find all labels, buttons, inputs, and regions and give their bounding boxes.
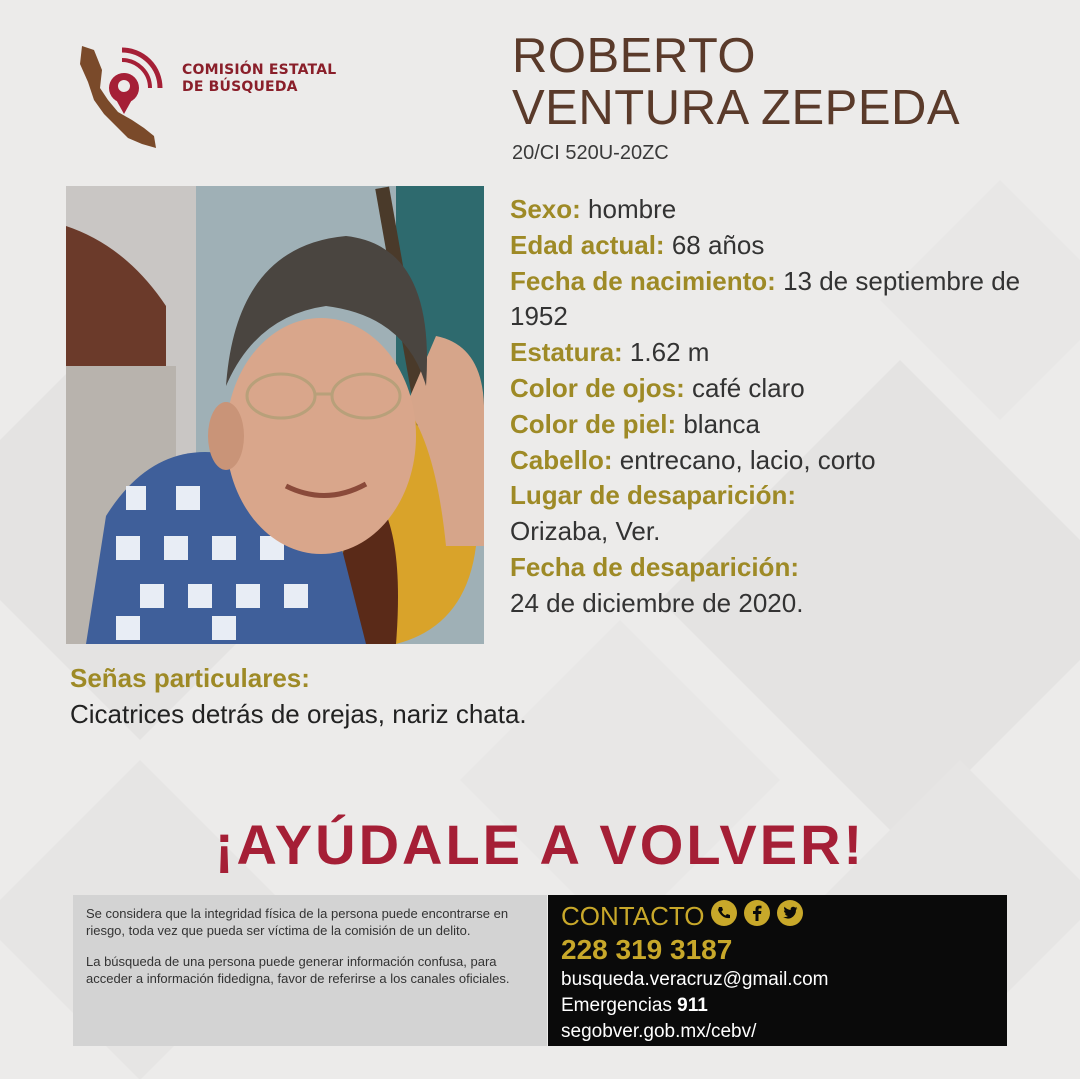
phone-icon[interactable] [711, 900, 737, 933]
emergency-label: Emergencias [561, 995, 672, 1016]
twitter-icon[interactable] [777, 900, 803, 933]
notice-paragraph-2: La búsqueda de una persona puede generar información confusa, para acceder a información fidedigna, favor de referirse a los canales oficiales. [86, 954, 510, 986]
detail-edad: Edad actual: 68 años [510, 229, 765, 260]
organization-logo [72, 40, 372, 152]
senas-label: Señas particulares: [70, 663, 310, 693]
org-name-line1: COMISIÓN ESTATAL [182, 62, 337, 78]
notice-paragraph-1: Se considera que la integridad física de la persona puede encontrarse en riesgo, toda vez que pueda ser víctima de la comisión de un delito. [86, 906, 509, 938]
contact-email[interactable]: busqueda.veracruz@gmail.com [561, 969, 829, 990]
contact-emergency [561, 993, 995, 1019]
contact-website[interactable]: segobver.gob.mx/cebv/ [561, 1021, 757, 1042]
detail-estatura: Estatura: 1.62 m [510, 337, 710, 368]
person-first-name: ROBERTO [512, 29, 757, 83]
case-id: 20/CI 520U-20ZC [512, 142, 669, 164]
notice-box [73, 895, 547, 1046]
veracruz-map-location-icon [72, 40, 182, 152]
call-to-action: ¡AYÚDALE A VOLVER! [214, 813, 866, 876]
contact-title: CONTACTO [561, 900, 705, 931]
contact-box [548, 895, 1007, 1046]
person-photo [66, 186, 484, 644]
person-details [510, 192, 1030, 622]
detail-sexo: Sexo: hombre [510, 194, 677, 224]
detail-fecha-desaparicion: Fecha de desaparición: 24 de diciembre de 2020. [510, 551, 804, 618]
detail-lugar-desaparicion: Lugar de desaparición: Orizaba, Ver. [510, 480, 797, 547]
person-last-names: VENTURA ZEPEDA [512, 81, 961, 135]
contact-header [561, 899, 995, 933]
distinguishing-marks [70, 660, 527, 732]
facebook-icon[interactable] [744, 900, 770, 933]
detail-fecha-nacimiento: Fecha de nacimiento: 13 de septiembre de 1952 [510, 265, 1021, 332]
senas-value: Cicatrices detrás de orejas, nariz chata. [70, 699, 527, 729]
contact-phone[interactable]: 228 319 3187 [561, 934, 733, 965]
detail-cabello: Cabello: entrecano, lacio, corto [510, 444, 876, 475]
detail-color-ojos: Color de ojos: café claro [510, 372, 805, 403]
org-name-line2: DE BÚSQUEDA [182, 79, 298, 95]
person-name [512, 30, 960, 134]
emergency-number[interactable]: 911 [677, 995, 708, 1016]
detail-color-piel: Color de piel: blanca [510, 408, 760, 439]
